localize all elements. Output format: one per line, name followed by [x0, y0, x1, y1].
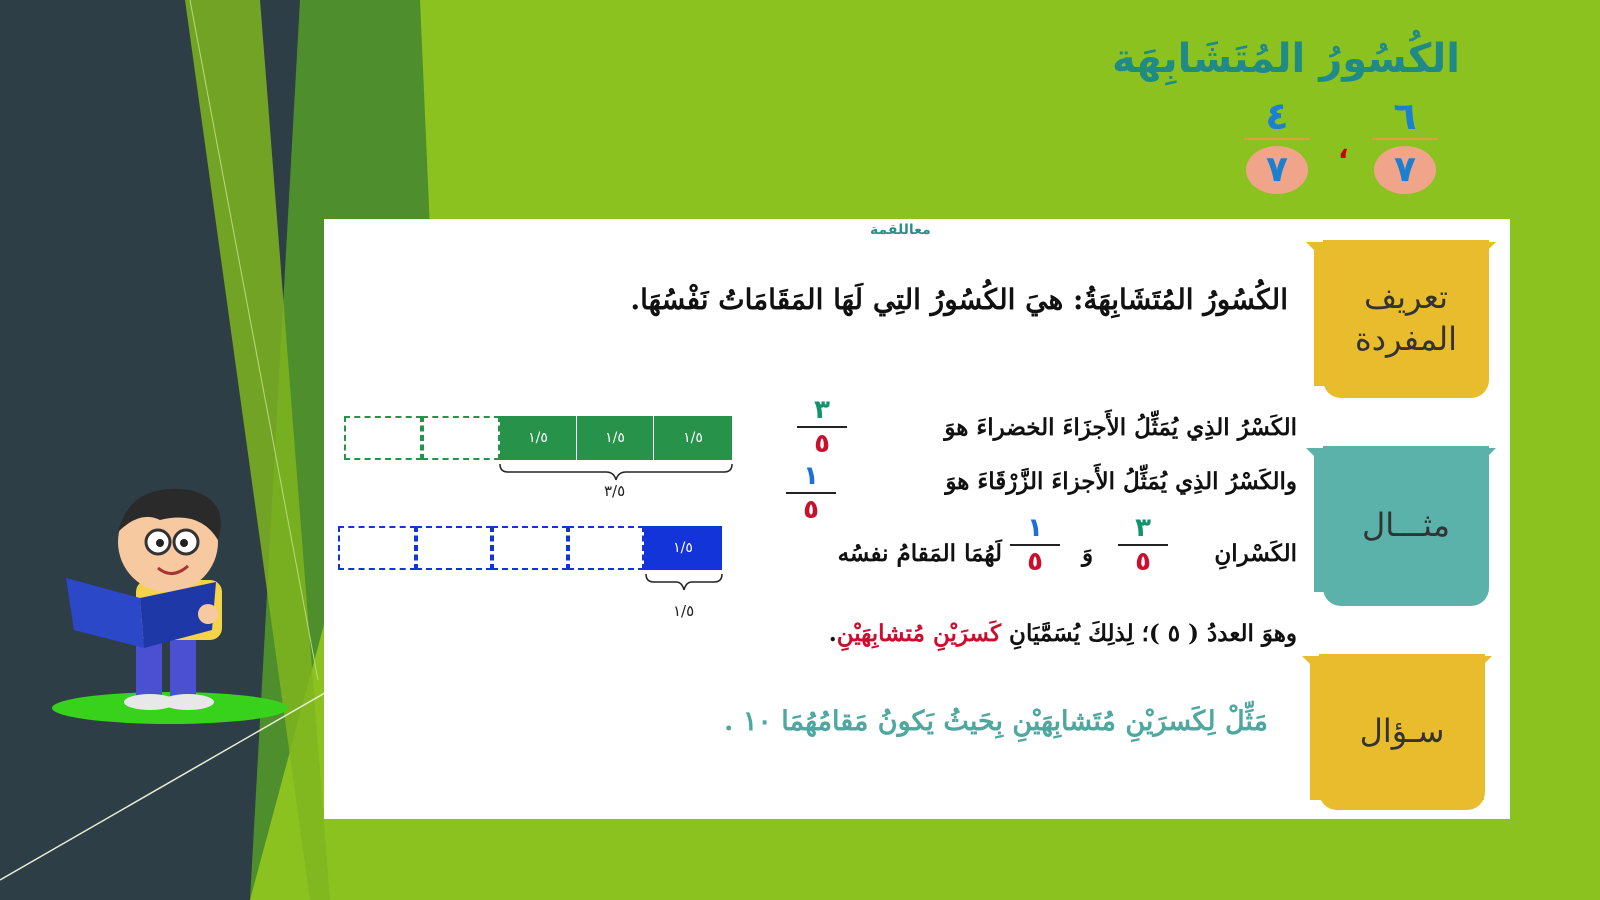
example-tag [1323, 446, 1489, 606]
page-title: الكُسُورُ المُتَشَابِهَة [1111, 36, 1460, 82]
example-line-3-suffix: لَهُمَا المَقامُ نفسُه [837, 540, 1002, 567]
similar-fractions-highlight: كَسرَيْنِ مُتشابِهَيْنِ [836, 620, 1002, 647]
blue-bar-total-label: ١/٥ [673, 602, 695, 620]
green-bar-total-label: ٣/٥ [604, 482, 626, 500]
example-line-4-text: وهوَ العددُ ( ٥ )؛ لِذلِكَ يُسَمَّيَانِ [1009, 620, 1297, 647]
green-bar-empty-part [422, 416, 500, 460]
blue-bar-empty-part [338, 526, 416, 570]
green-bar-filled-part: ١/٥ [500, 416, 577, 460]
fraction-denominator: ٥ [1135, 547, 1151, 577]
fraction-bar [1372, 138, 1438, 140]
header-fraction-1 [1372, 96, 1438, 194]
blue-bar-brace [644, 572, 724, 592]
question-tag-label: سـؤال [1359, 712, 1445, 751]
fraction-bar [1118, 544, 1168, 546]
example-line-3-prefix: الكَسْرانِ [1214, 540, 1297, 567]
brand-label: معاللقمة [870, 222, 931, 238]
blue-bar-empty-part [416, 526, 492, 570]
definition-tag-label: تعريف المفردة [1355, 278, 1457, 358]
fraction-b [1010, 514, 1060, 576]
fraction-bar [797, 426, 847, 428]
fraction-blue [786, 462, 836, 524]
fraction-bar [786, 492, 836, 494]
definition-tag [1323, 240, 1489, 398]
blue-bar-empty-part [568, 526, 644, 570]
blue-bar-empty-part [492, 526, 568, 570]
fraction-a [1118, 514, 1168, 576]
fraction-green [797, 396, 847, 458]
fraction-denominator: ٥ [814, 429, 830, 459]
fraction-denominator: ٥ [1027, 547, 1043, 577]
header-fraction-2 [1244, 96, 1310, 194]
example-line-4 [829, 620, 1297, 647]
fraction-numerator: ٣ [1135, 513, 1151, 543]
fraction-numerator: ٦ [1393, 94, 1417, 138]
fraction-denominator: ٧ [1374, 146, 1436, 194]
green-bar-brace [496, 462, 736, 482]
green-bar-filled-part: ١/٥ [577, 416, 654, 460]
example-line-1: الكَسْرُ الذِي يُمَثِّلُ الأَجزَاءَ الخضراءَ هوَ [944, 414, 1297, 441]
boy-reading-illustration [40, 480, 330, 730]
question-tag [1319, 654, 1485, 810]
fraction-bar [1010, 544, 1060, 546]
fraction-denominator: ٧ [1246, 146, 1308, 194]
question-text: مَثِّلْ لِكَسرَيْنِ مُتَشابِهَيْنِ بِحَيثُ يَكونُ مَقامُهُمَا ١٠ . [724, 706, 1268, 737]
example-line-3-conj: وَ [1082, 540, 1094, 567]
fraction-denominator: ٥ [803, 495, 819, 525]
fraction-numerator: ٤ [1265, 94, 1289, 138]
definition-text: الكُسُورُ المُتَشَابِهَةُ: هيَ الكُسُورُ التِي لَهَا المَقَامَاتُ نَفْسُهَا. [630, 283, 1288, 316]
green-bar-empty-part [344, 416, 422, 460]
fraction-separator: ، [1338, 132, 1349, 165]
blue-bar-filled-part: ١/٥ [644, 526, 722, 570]
green-bar-filled-part: ١/٥ [654, 416, 732, 460]
fraction-numerator: ١ [1027, 513, 1043, 543]
example-tag-label: مثـــال [1362, 506, 1450, 545]
fraction-numerator: ٣ [814, 395, 830, 425]
example-line-2: والكَسْرُ الذِي يُمَثِّلُ الأَجزاءَ الزَّرْقَاءَ هوَ [945, 468, 1297, 495]
fraction-bar [1244, 138, 1310, 140]
fraction-numerator: ١ [803, 461, 819, 491]
example-line-4-end: . [828, 620, 837, 647]
